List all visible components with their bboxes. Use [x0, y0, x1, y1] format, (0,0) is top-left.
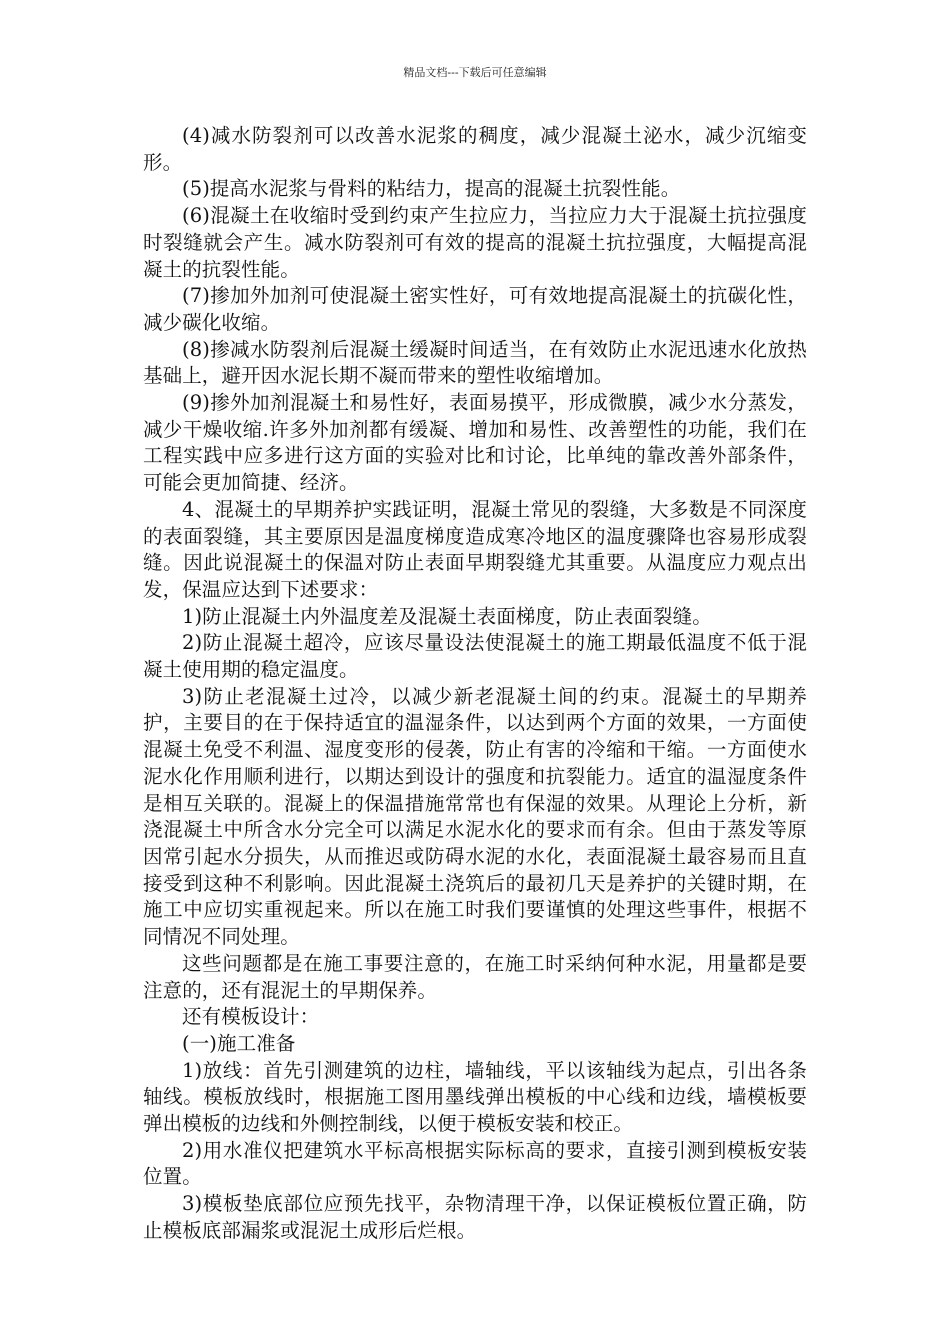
paragraph-early-curing: 4、混凝土的早期养护实践证明，混凝土常见的裂缝，大多数是不同深度的表面裂缝，其主要原因是温度梯度造成寒冷地区的温度骤降也容易形成裂缝。因此说混凝土的保温对防止表面早期裂缝尤其重要。从温度应力观点出发，保温应达到下述要求：: [143, 497, 807, 601]
paragraph-additive-7: (7)掺加外加剂可使混凝土密实性好，可有效地提高混凝土的抗碳化性，减少碳化收缩。: [143, 284, 807, 334]
paragraph-step-3: 3)模板垫底部位应预先找平，杂物清理干净，以保证模板位置正确，防止模板底部漏浆或混泥土成形后烂根。: [143, 1192, 807, 1242]
paragraph-section-heading: (一)施工准备: [182, 1031, 296, 1055]
paragraph-additive-8: (8)掺减水防裂剂后混凝土缓凝时间适当，在有效防止水泥迅速水化放热基础上，避开因水泥长期不凝而带来的塑性收缩增加。: [143, 337, 807, 388]
paragraph-formwork-intro: 还有模板设计：: [182, 1005, 320, 1029]
paragraph-additive-5: (5)提高水泥浆与骨料的粘结力，提高的混凝土抗裂性能。: [182, 177, 681, 201]
paragraph-additive-9: (9)掺外加剂混凝土和易性好，表面易摸平，形成微膜，减少水分蒸发，减少干燥收缩.许多外加剂都有缓凝、增加和易性、改善塑性的功能，我们在工程实践中应多进行这方面的实验对比和讨论，比单纯的靠改善外部条件，可能会更加简捷、经济。: [143, 391, 807, 495]
paragraph-summary: 这些问题都是在施工事要注意的，在施工时采纳何种水泥，用量都是要注意的，还有混泥土的早期保养。: [143, 951, 807, 1002]
paragraph-step-2: 2)用水准仪把建筑水平标高根据实际标高的要求，直接引测到模板安装位置。: [143, 1138, 807, 1189]
paragraph-requirement-3: 3)防止老混凝土过冷，以减少新老混凝土间的约束。混凝土的早期养护，主要目的在于保持适宜的温湿条件，以达到两个方面的效果，一方面使混凝土免受不利温、湿度变形的侵袭，防止有害的冷缩和干缩。一方面使水泥水化作用顺利进行，以期达到设计的强度和抗裂能力。适宜的温湿度条件是相互关联的。混凝上的保温措施常常也有保湿的效果。从理论上分析，新浇混凝土中所含水分完全可以满足水泥水化的要求而有余。但由于蒸发等原因常引起水分损失，从而推迟或防碍水泥的水化，表面混凝土最容易而且直接受到这种不利影响。因此混凝土浇筑后的最初几天是养护的关键时期，在施工中应切实重视起来。所以在施工时我们要谨慎的处理这些事件，根据不同情况不同处理。: [143, 684, 807, 949]
paragraph-step-1: 1)放线：首先引测建筑的边柱，墙轴线，平以该轴线为起点，引出各条轴线。模板放线时，根据施工图用墨线弹出模板的中心线和边线，墙模板要弹出模板的边线和外侧控制线，以便于模板安装和校正。: [143, 1058, 807, 1136]
paragraph-requirement-1: 1)防止混凝土内外温度差及混凝土表面梯度，防止表面裂缝。: [182, 604, 712, 628]
paragraph-requirement-2: 2)防止混凝土超冷，应该尽量设法使混凝土的施工期最低温度不低于混凝土使用期的稳定温度。: [143, 631, 807, 682]
page-header: 精品文档---下载后可任意编辑: [403, 66, 547, 79]
paragraph-additive-4: (4)减水防裂剂可以改善水泥浆的稠度，减少混凝土泌水，减少沉缩变形。: [143, 124, 807, 174]
paragraph-additive-6: (6)混凝土在收缩时受到约束产生拉应力，当拉应力大于混凝土抗拉强度时裂缝就会产生。减水防裂剂可有效的提高的混凝土抗拉强度，大幅提高混凝土的抗裂性能。: [143, 204, 807, 281]
document-body: [143, 123, 807, 1245]
